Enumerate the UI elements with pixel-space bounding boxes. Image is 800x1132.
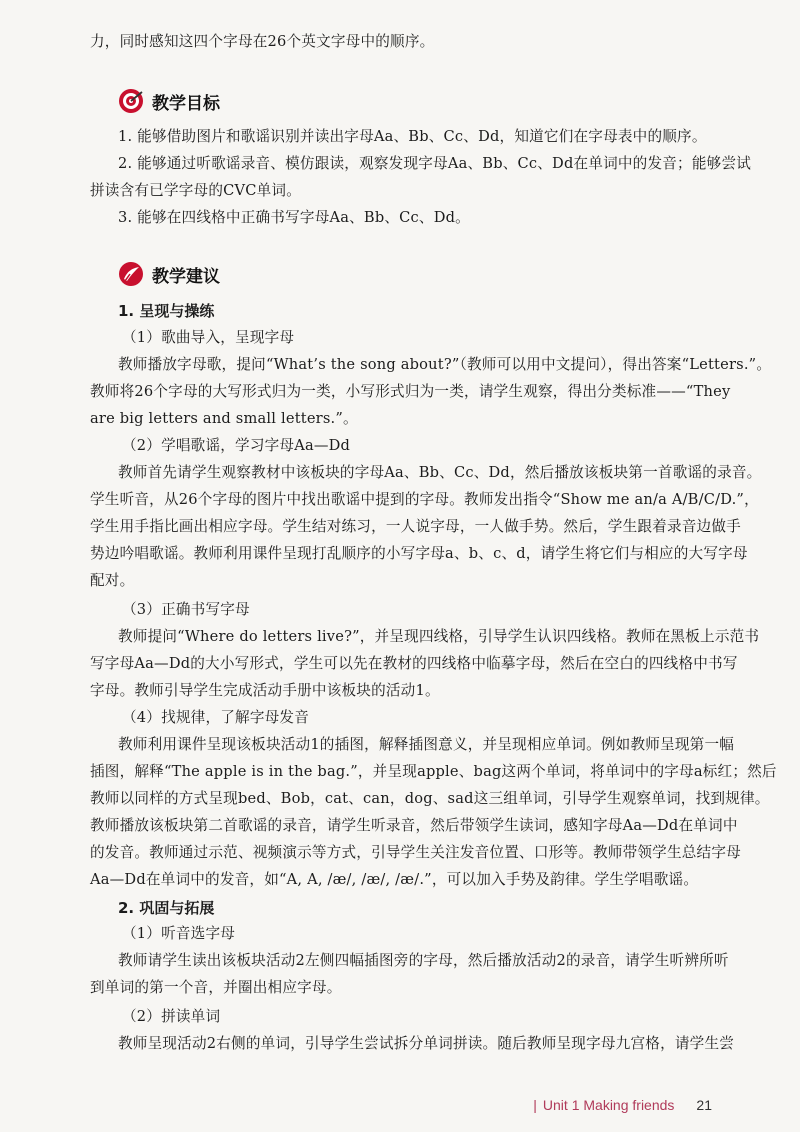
page-footer (533, 1097, 712, 1113)
objective-item: 1. 能够借助图片和歌谣识别并读出字母Aa、Bb、Cc、Dd，知道它们在字母表中的顺序。 (118, 128, 707, 145)
paragraph-line: 教师将26个字母的大写形式归为一类，小写形式归为一类，请学生观察，得出分类标准——“They (90, 383, 731, 400)
paragraph-line: 教师请学生读出该板块活动2左侧四幅插图旁的字母，然后播放活动2的录音，请学生听辨所听 (118, 952, 729, 969)
subsection-title: （2）拼读单词 (122, 1008, 221, 1025)
paragraph-line: 字母。教师引导学生完成活动手册中该板块的活动1。 (90, 682, 440, 699)
paragraph-line: 学生听音，从26个字母的图片中找出歌谣中提到的字母。教师发出指令“Show me an/a A/B/C/D.”， (90, 491, 759, 508)
paragraph-line: 写字母Aa—Dd的大小写形式，学生可以先在教材的四线格中临摹字母，然后在空白的四线格中书写 (90, 655, 738, 672)
objective-item: 3. 能够在四线格中正确书写字母Aa、Bb、Cc、Dd。 (118, 209, 470, 226)
subsection-title: （3）正确书写字母 (122, 601, 250, 618)
target-icon (118, 88, 144, 114)
objective-item: 2. 能够通过听歌谣录音、模仿跟读，观察发现字母Aa、Bb、Cc、Dd在单词中的发音；能够尝试 (118, 155, 752, 172)
paragraph-line: 教师呈现活动2右侧的单词，引导学生尝试拆分单词拼读。随后教师呈现字母九宫格，请学生尝 (118, 1035, 735, 1052)
subsection-title: （4）找规律，了解字母发音 (122, 709, 310, 726)
paragraph-line: 教师以同样的方式呈现bed、Bob，cat、can，dog、sad这三组单词，引导学生观察单词，找到规律。 (90, 790, 770, 807)
paragraph-line: 学生用手指比画出相应字母。学生结对练习，一人说字母，一人做手势。然后，学生跟着录音边做手 (90, 518, 741, 535)
paragraph-line: 教师利用课件呈现该板块活动1的插图，解释插图意义，并呈现相应单词。例如教师呈现第一幅 (118, 736, 735, 753)
intro-continuation: 力，同时感知这四个字母在26个英文字母中的顺序。 (90, 33, 435, 50)
paragraph-line: 教师播放该板块第二首歌谣的录音，请学生听录音，然后带领学生读词，感知字母Aa—Dd在单词中 (90, 817, 738, 834)
paragraph-line: 势边吟唱歌谣。教师利用课件呈现打乱顺序的小写字母a、b、c、d，请学生将它们与相应的大写字母 (90, 545, 748, 562)
part2-title: 2. 巩固与拓展 (118, 899, 215, 917)
page-number: 21 (696, 1097, 712, 1113)
footer-divider: | (533, 1097, 537, 1113)
paragraph-line: 教师播放字母歌，提问“What’s the song about?”（教师可以用中文提问），得出答案“Letters.”。 (118, 356, 772, 373)
suggestion-icon (118, 261, 144, 287)
paragraph-line: are big letters and small letters.”。 (90, 410, 358, 427)
subsection-title: （2）学唱歌谣，学习字母Aa—Dd (122, 437, 351, 454)
objectives-heading (118, 88, 220, 114)
suggestions-title: 教学建议 (152, 266, 220, 287)
paragraph-line: 插图，解释“The apple is in the bag.”，并呈现apple、bag这两个单词，将单词中的字母a标红；然后 (90, 763, 777, 780)
paragraph-line: 教师提问“Where do letters live?”，并呈现四线格，引导学生认识四线格。教师在黑板上示范书 (118, 628, 760, 645)
paragraph-line: 到单词的第一个音，并圈出相应字母。 (90, 979, 342, 996)
objective-item: 拼读含有已学字母的CVC单词。 (90, 182, 301, 199)
subsection-title: （1）歌曲导入，呈现字母 (122, 329, 295, 346)
paragraph-line: 的发音。教师通过示范、视频演示等方式，引导学生关注发音位置、口形等。教师带领学生总结字母 (90, 844, 741, 861)
suggestions-heading (118, 261, 220, 287)
paragraph-line: 配对。 (90, 572, 135, 589)
part1-title: 1. 呈现与操练 (118, 302, 215, 320)
footer-unit: Unit 1 Making friends (542, 1097, 675, 1113)
paragraph-line: 教师首先请学生观察教材中该板块的字母Aa、Bb、Cc、Dd，然后播放该板块第一首歌谣的录音。 (118, 464, 762, 481)
objectives-title: 教学目标 (152, 93, 220, 114)
paragraph-line: Aa—Dd在单词中的发音，如“A, A, /æ/, /æ/, /æ/.”，可以加入手势及韵律。学生学唱歌谣。 (90, 871, 699, 888)
subsection-title: （1）听音选字母 (122, 925, 236, 942)
